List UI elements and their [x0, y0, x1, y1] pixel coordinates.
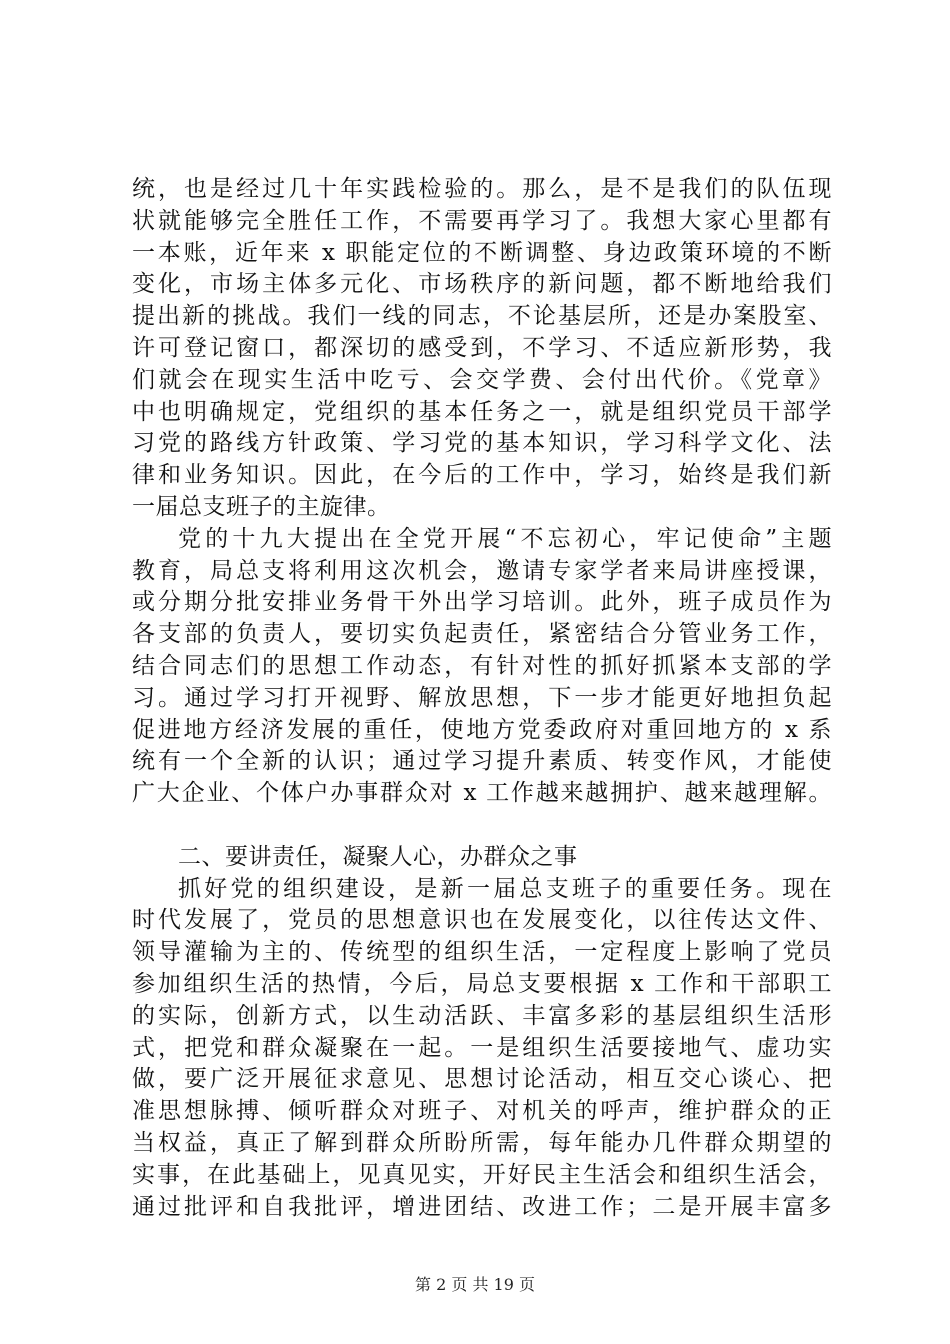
- text-line: 统有一个全新的认识；通过学习提升素质、转变作风，才能使: [132, 748, 832, 775]
- text-line: 实事，在此基础上，见真见实，开好民主生活会和组织生活会，: [132, 1161, 832, 1188]
- text-line: 提出新的挑战。我们一线的同志，不论基层所，还是办案股室、: [132, 303, 832, 330]
- text-line: 各支部的负责人，要切实负起责任，紧密结合分管业务工作，: [132, 621, 832, 648]
- text-line: 式，把党和群众凝聚在一起。一是组织生活要接地气、虚功实: [132, 1034, 832, 1061]
- text-line: 习党的路线方针政策、学习党的基本知识，学习科学文化、法: [132, 430, 832, 457]
- page-number: 第 2 页 共 19 页: [415, 1275, 535, 1294]
- paragraph-1: [132, 174, 832, 524]
- text-line: 参加组织生活的热情，今后，局总支要根据 x 工作和干部职工: [132, 970, 832, 997]
- text-line: 统，也是经过几十年实践检验的。那么，是不是我们的队伍现: [132, 176, 832, 202]
- text-line: 准思想脉搏、倾听群众对班子、对机关的呼声，维护群众的正: [132, 1098, 832, 1125]
- text-line: 结合同志们的思想工作动态，有针对性的抓好抓紧本支部的学: [132, 652, 832, 679]
- text-line: 时代发展了，党员的思想意识也在发展变化，以往传达文件、: [132, 907, 832, 934]
- text-line: 中也明确规定，党组织的基本任务之一，就是组织党员干部学: [132, 398, 832, 425]
- text-line: 领导灌输为主的、传统型的组织生活，一定程度上影响了党员: [132, 939, 832, 966]
- text-line: 教育，局总支将利用这次机会，邀请专家学者来局讲座授课，: [132, 557, 832, 584]
- text-line: 许可登记窗口，都深切的感受到，不学习、不适应新形势，我: [132, 334, 832, 361]
- text-line: 变化，市场主体多元化、市场秩序的新问题，都不断地给我们: [132, 271, 832, 298]
- text-line: 或分期分批安排业务骨干外出学习培训。此外，班子成员作为: [132, 589, 832, 616]
- paragraph-3: [132, 874, 832, 1224]
- document-body: [132, 174, 832, 1223]
- text-line: 抓好党的组织建设，是新一届总支班子的重要任务。现在: [178, 875, 832, 902]
- text-line: 党的十九大提出在全党开展“不忘初心，牢记使命”主题: [178, 525, 832, 552]
- text-line: 习。通过学习打开视野、解放思想，下一步才能更好地担负起: [132, 684, 832, 711]
- paragraph-spacer: [132, 810, 832, 842]
- paragraph-2: [132, 524, 832, 810]
- text-line: 律和业务知识。因此，在今后的工作中，学习，始终是我们新: [132, 462, 832, 489]
- text-line: 的实际，创新方式，以生动活跃、丰富多彩的基层组织生活形: [132, 1002, 832, 1029]
- section-heading: 二、要讲责任，凝聚人心，办群众之事: [178, 843, 578, 870]
- text-line: 通过批评和自我批评，增进团结、改进工作；二是开展丰富多: [132, 1193, 832, 1220]
- text-line: 促进地方经济发展的重任，使地方党委政府对重回地方的 x 系: [132, 716, 832, 743]
- text-line: 当权益，真正了解到群众所盼所需，每年能办几件群众期望的: [132, 1129, 832, 1156]
- text-line: 做，要广泛开展征求意见、思想讨论活动，相互交心谈心、把: [132, 1066, 832, 1093]
- text-line: 状就能够完全胜任工作，不需要再学习了。我想大家心里都有: [132, 207, 832, 234]
- text-line: 们就会在现实生活中吃亏、会交学费、会付出代价。《党章》: [132, 366, 832, 393]
- text-line: 一届总支班子的主旋律。: [132, 493, 391, 520]
- text-line: 广大企业、个体户办事群众对 x 工作越来越拥护、越来越理解。: [132, 780, 832, 807]
- text-line: 一本账，近年来 x 职能定位的不断调整、身边政策环境的不断: [132, 239, 832, 266]
